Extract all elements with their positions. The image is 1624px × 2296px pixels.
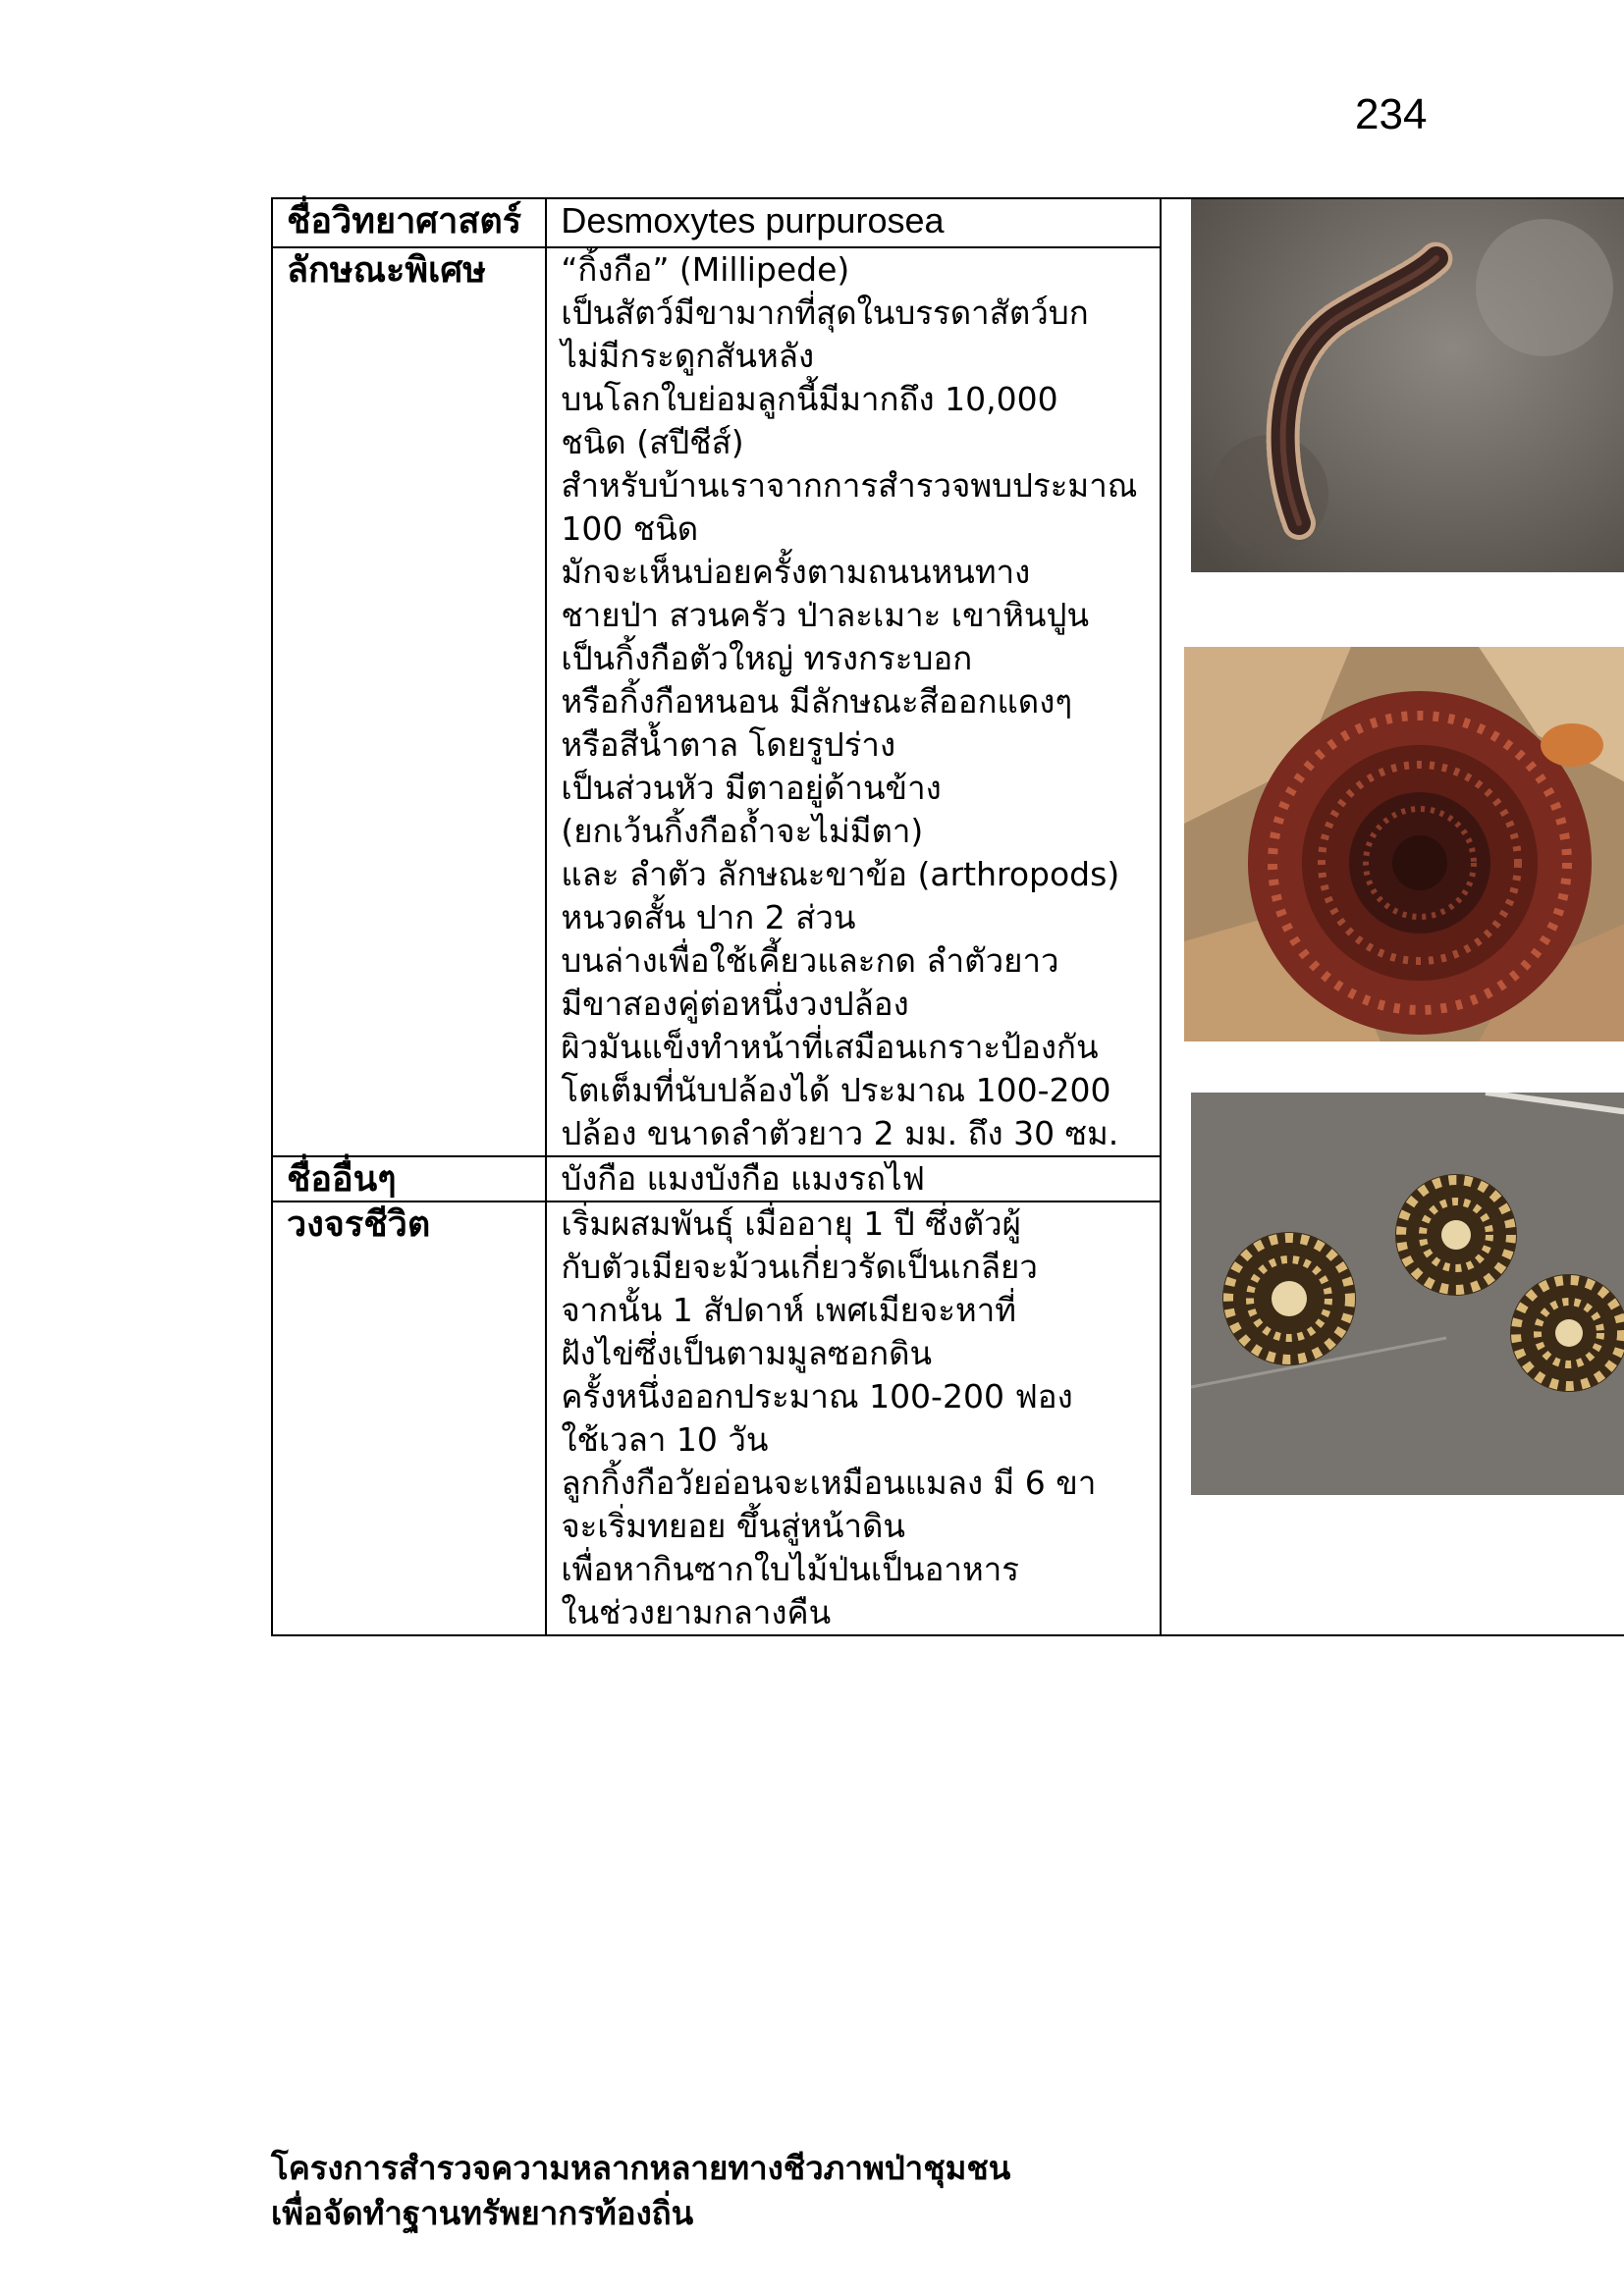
millipede-photo-3-graphic: [1191, 1093, 1624, 1495]
millipede-photo-1-graphic: [1191, 199, 1624, 572]
characteristics-line: หรือกิ้งกือหนอน มีลักษณะสีออกแดงๆ: [561, 682, 1073, 721]
life-cycle-line: จะเริ่มทยอย ขึ้นสู่หน้าดิน: [561, 1507, 905, 1545]
life-cycle-line: จากนั้น 1 สัปดาห์ เพศเมียจะหาที่: [561, 1291, 1017, 1329]
characteristics-line: บนล่างเพื่อใช้เคี้ยวและกด ลำตัวยาว: [561, 941, 1059, 980]
coiled-millipede-1: [1222, 1232, 1356, 1365]
characteristics-line: ผิวมันแข็งทำหน้าที่เสมือนเกราะป้องกัน: [561, 1028, 1099, 1066]
characteristics-line: (ยกเว้นกิ้งกือถ้ำจะไม่มีตา): [561, 812, 924, 850]
other-names-value: บังกือ แมงบังกือ แมงรถไฟ: [546, 1156, 1161, 1201]
characteristics-line: 100 ชนิด: [561, 509, 699, 548]
characteristics-line: โตเต็มที่นับปล้องได้ ประมาณ 100-200: [561, 1071, 1111, 1109]
footer-line-2: เพื่อจัดทำฐานทรัพยากรท้องถิ่น: [271, 2194, 694, 2232]
characteristics-line: ชนิด (สปีชีส์): [561, 423, 744, 461]
scientific-name-text: Desmoxytes purpurosea: [561, 200, 945, 240]
characteristics-line: เป็นกิ้งกือตัวใหญ่ ทรงกระบอก: [561, 639, 973, 677]
millipede-photo-2-graphic: [1184, 647, 1624, 1041]
characteristics-line: หนวดสั้น ปาก 2 ส่วน: [561, 898, 856, 936]
characteristics-value: [546, 247, 1161, 1156]
characteristics-line: “กิ้งกือ” (Millipede): [561, 250, 850, 289]
other-names-label: ชื่ออื่นๆ: [272, 1156, 546, 1201]
table-row-scientific-name: [272, 198, 1624, 247]
coiled-millipede-2: [1395, 1174, 1517, 1296]
life-cycle-line: ลูกกิ้งกือวัยอ่อนจะเหมือนแมลง มี 6 ขา: [561, 1464, 1097, 1502]
characteristics-line: ไม่มีกระดูกสันหลัง: [561, 337, 815, 375]
life-cycle-label: วงจรชีวิต: [272, 1201, 546, 1635]
footer: [271, 2146, 1010, 2236]
coiled-millipede-3: [1510, 1274, 1624, 1392]
life-cycle-line: ใช้เวลา 10 วัน: [561, 1420, 769, 1459]
life-cycle-line: กับตัวเมียจะม้วนเกี่ยวรัดเป็นเกลียว: [561, 1248, 1038, 1286]
characteristics-line: บนโลกใบย่อมลูกนี้มีมากถึง 10,000: [561, 380, 1058, 418]
life-cycle-line: เพื่อหากินซากใบไม้ป่นเป็นอาหาร: [561, 1550, 1019, 1588]
characteristics-line: ชายป่า สวนครัว ป่าละเมาะ เขาหินปูน: [561, 596, 1089, 634]
millipede-photo-3: [1191, 1093, 1624, 1495]
life-cycle-line: ครั้งหนึ่งออกประมาณ 100-200 ฟอง: [561, 1377, 1073, 1415]
life-cycle-value: [546, 1201, 1161, 1635]
species-table: [271, 197, 1624, 1636]
characteristics-line: หรือสีน้ำตาล โดยรูปร่าง: [561, 725, 896, 764]
characteristics-line: มักจะเห็นบ่อยครั้งตามถนนหนทาง: [561, 553, 1031, 591]
page-number: 234: [1355, 90, 1428, 138]
characteristics-line: ปล้อง ขนาดลำตัวยาว 2 มม. ถึง 30 ซม.: [561, 1114, 1119, 1152]
characteristics-line: เป็นสัตว์มีขามากที่สุดในบรรดาสัตว์บก: [561, 294, 1089, 332]
life-cycle-line: เริ่มผสมพันธุ์ เมื่ออายุ 1 ปี ซึ่งตัวผู้: [561, 1204, 1022, 1243]
scientific-name-label: ชื่อวิทยาศาสตร์: [272, 198, 546, 247]
millipede-photo-1: [1191, 199, 1624, 572]
scientific-name-value: [546, 198, 1161, 247]
characteristics-label: ลักษณะพิเศษ: [272, 247, 546, 1156]
photo-column: [1161, 198, 1624, 1635]
characteristics-line: มีขาสองคู่ต่อหนึ่งวงปล้อง: [561, 985, 909, 1023]
footer-line-1: โครงการสำรวจความหลากหลายทางชีวภาพป่าชุมชน: [271, 2149, 1011, 2187]
characteristics-line: เป็นส่วนหัว มีตาอยู่ด้านข้าง: [561, 769, 942, 807]
characteristics-line: สำหรับบ้านเราจากการสำรวจพบประมาณ: [561, 466, 1138, 505]
characteristics-line: และ ลำตัว ลักษณะขาข้อ (arthropods): [561, 855, 1120, 893]
life-cycle-line: ในช่วงยามกลางคืน: [561, 1593, 832, 1631]
millipede-photo-2: [1184, 647, 1624, 1041]
life-cycle-line: ฝังไข่ซึ่งเป็นตามมูลซอกดิน: [561, 1334, 933, 1372]
